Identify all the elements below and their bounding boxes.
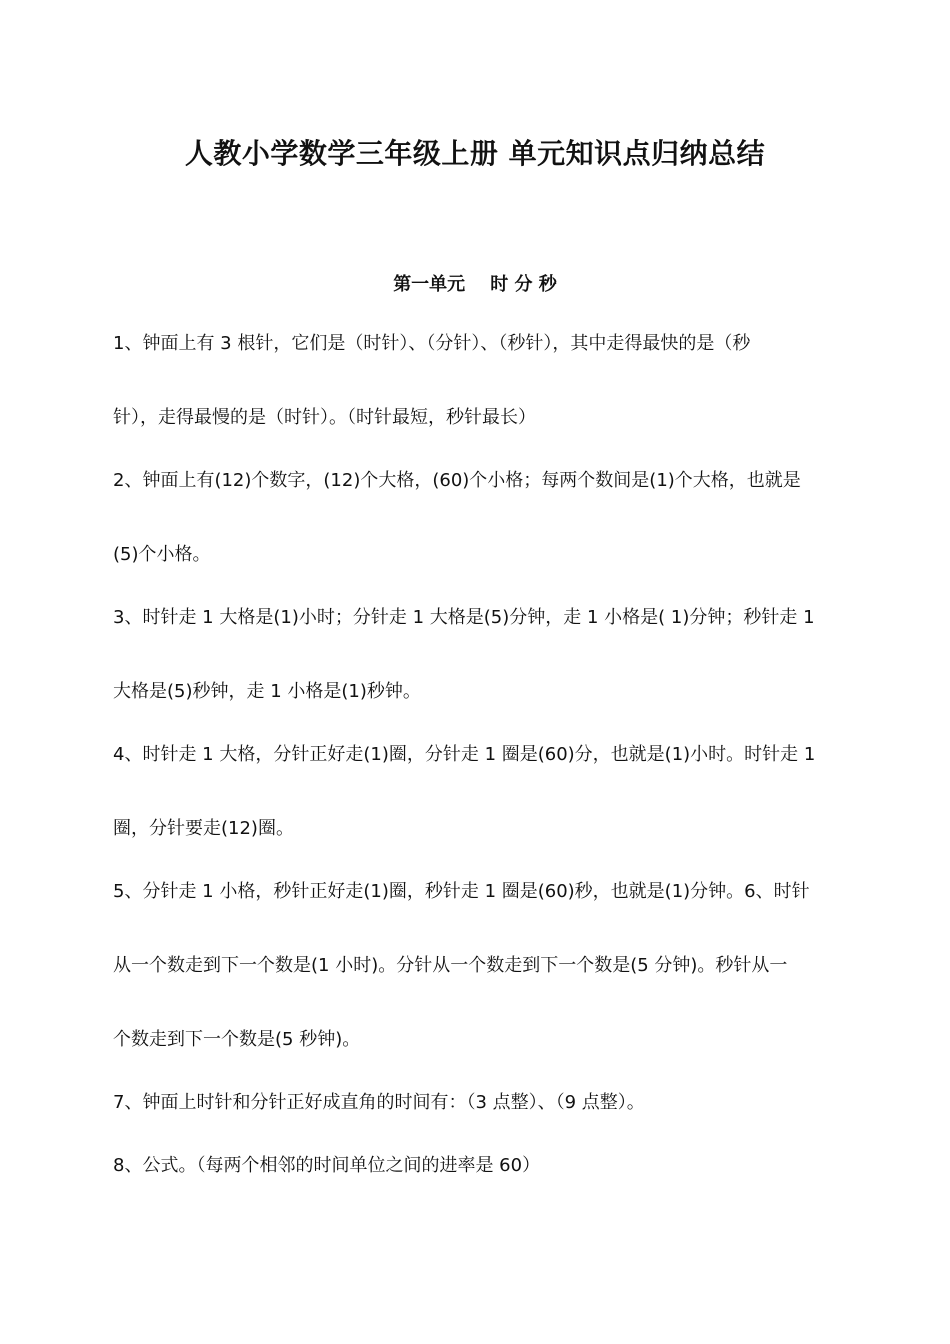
text-line: 2、钟面上有(12)个数字，(12)个大格，(60)个小格；每两个数间是(1)个大格，也就是 [113,470,801,491]
text-line: 4、时针走 1 大格，分针正好走(1)圈，分针走 1 圈是(60)分，也就是(1)小时。时针走 1 [113,744,816,765]
text-line: 针），走得最慢的是（时针）。（时针最短，秒针最长） [113,407,536,428]
text-line: 8、公式。（每两个相邻的时间单位之间的进率是 60） [113,1155,541,1176]
text-line: 3、时针走 1 大格是(1)小时；分针走 1 大格是(5)分钟，走 1 小格是( 1)分钟；秒针走 1 [113,607,815,628]
text-line: 大格是(5)秒钟，走 1 小格是(1)秒钟。 [113,681,421,702]
text-line: 个数走到下一个数是(5 秒钟)。 [113,1029,361,1050]
section-title-unit-1: 第一单元 时 分 秒 [393,274,557,295]
document-title: 人教小学数学三年级上册 单元知识点归纳总结 [184,137,766,170]
text-line: (5)个小格。 [113,544,211,565]
text-line: 1、钟面上有 3 根针，它们是（时针）、（分针）、（秒针），其中走得最快的是（秒 [113,333,751,354]
text-line: 圈，分针要走(12)圈。 [113,818,294,839]
text-line: 5、分针走 1 小格，秒针正好走(1)圈，秒针走 1 圈是(60)秒，也就是(1)分钟。6、时针 [113,881,810,902]
text-line: 从一个数走到下一个数是(1 小时)。分针从一个数走到下一个数是(5 分钟)。秒针从一 [113,955,788,976]
text-line: 7、钟面上时针和分针正好成直角的时间有：（3 点整）、（9 点整）。 [113,1092,645,1113]
